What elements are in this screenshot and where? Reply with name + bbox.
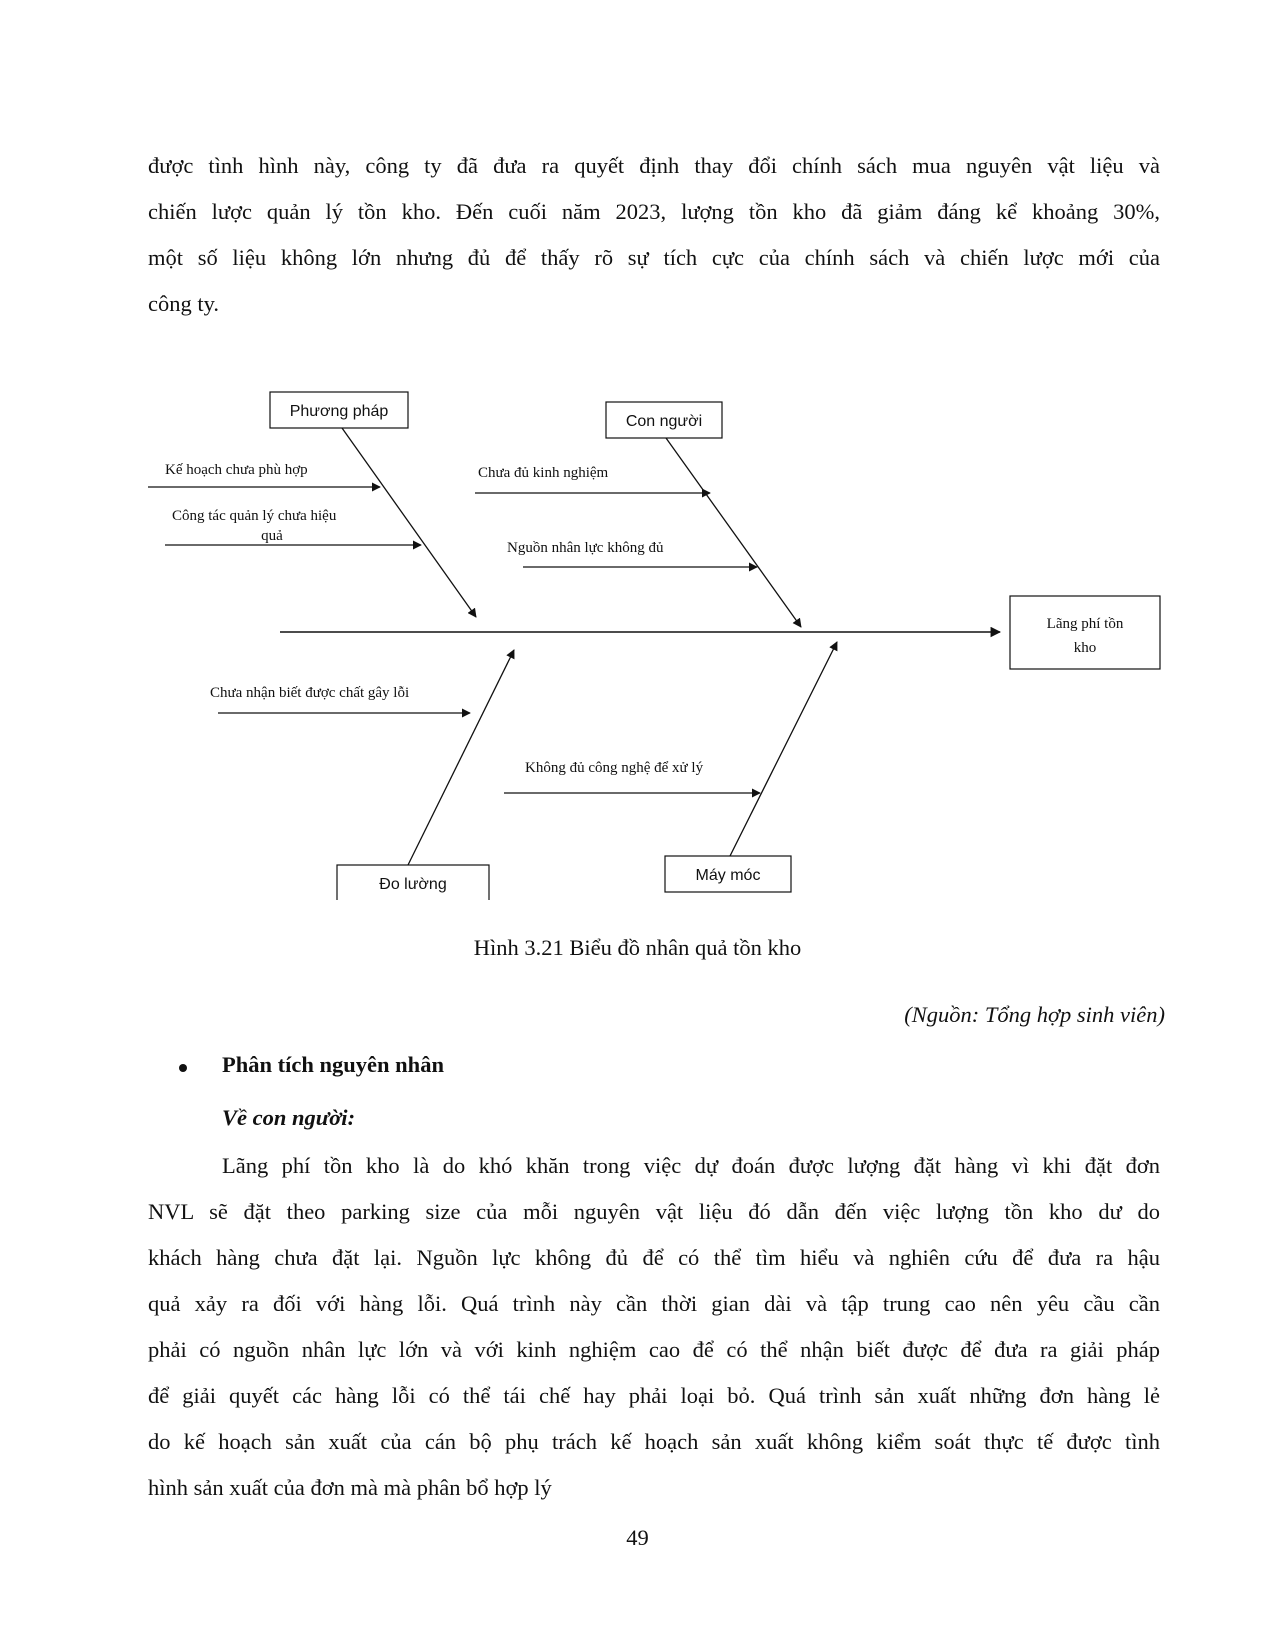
method-label: Phương pháp — [289, 403, 389, 420]
bullet-text: Phân tích nguyên nhân — [222, 1052, 444, 1077]
people-category-box — [606, 402, 722, 438]
cause-label: Chưa đủ kinh nghiệm — [478, 465, 609, 481]
effect-label-line: Lãng phí tồn — [1046, 616, 1124, 632]
people-label: Con người — [625, 413, 703, 430]
measurement-bone — [408, 650, 514, 865]
cause-label: Không đủ công nghệ để xử lý — [525, 760, 704, 776]
cause-label: quả — [261, 528, 283, 544]
people-bone — [666, 438, 801, 627]
body-line: hình sản xuất của đơn mà mà phân bổ hợp lý — [148, 1475, 552, 1500]
intro-line: một số liệu không lớn nhưng đủ để thấy rõ sự tích cực của chính sách và chiến lược mới của — [148, 245, 1160, 270]
body-paragraph — [148, 1143, 1160, 1511]
cause-label: Nguồn nhân lực không đủ — [507, 540, 664, 556]
cause-label: Công tác quản lý chưa hiệu — [172, 508, 337, 524]
intro-line: được tình hình này, công ty đã đưa ra quyết định thay đổi chính sách mua nguyên vật liệu và — [148, 153, 1160, 178]
body-line: NVL sẽ đặt theo parking size của mỗi nguyên vật liệu đó dẫn đến việc lượng tồn kho dư do — [148, 1199, 1160, 1224]
subheading: Về con người: — [222, 1105, 356, 1130]
body-line: khách hàng chưa đặt lại. Nguồn lực không đủ để có thể tìm hiểu và nghiên cứu để đưa ra hậu — [148, 1245, 1160, 1270]
machine-bone — [730, 642, 837, 856]
method-category-box — [270, 392, 408, 428]
machine-label: Máy móc — [695, 867, 761, 884]
body-line: để giải quyết các hàng lỗi có thể tái chế hay phải loại bỏ. Quá trình sản xuất những đơn hàng lẻ — [148, 1383, 1160, 1408]
measurement-category-box — [337, 865, 489, 900]
measurement-label: Đo lường — [379, 876, 447, 893]
effect-box — [1010, 596, 1160, 669]
method-bone — [342, 428, 476, 617]
body-line: quả xảy ra đối với hàng lỗi. Quá trình này cần thời gian dài và tập trung cao nên yêu cầu cần — [148, 1291, 1160, 1316]
bullet-icon — [179, 1064, 187, 1072]
body-line: do kế hoạch sản xuất của cán bộ phụ trách kế hoạch sản xuất không kiểm soát thực tế được tình — [148, 1429, 1160, 1454]
figure-source: (Nguồn: Tổng hợp sinh viên) — [904, 1002, 1165, 1027]
page-number: 49 — [626, 1525, 649, 1550]
cause-label: Chưa nhận biết được chất gây lỗi — [210, 685, 410, 701]
cause-label: Kế hoạch chưa phù hợp — [165, 462, 308, 478]
effect-label-line: kho — [1073, 640, 1097, 656]
figure-caption: Hình 3.21 Biểu đồ nhân quả tồn kho — [473, 935, 802, 960]
body-line: phải có nguồn nhân lực lớn và với kinh nghiệm cao để có thể nhận biết được để đưa ra giải pháp — [148, 1337, 1160, 1362]
intro-line: chiến lược quản lý tồn kho. Đến cuối năm 2023, lượng tồn kho đã giảm đáng kể khoảng 30%, — [148, 199, 1160, 224]
intro-line: công ty. — [148, 291, 220, 316]
body-line: Lãng phí tồn kho là do khó khăn trong việc dự đoán được lượng đặt hàng vì khi đặt đơn — [222, 1153, 1160, 1178]
machine-category-box — [665, 856, 791, 892]
